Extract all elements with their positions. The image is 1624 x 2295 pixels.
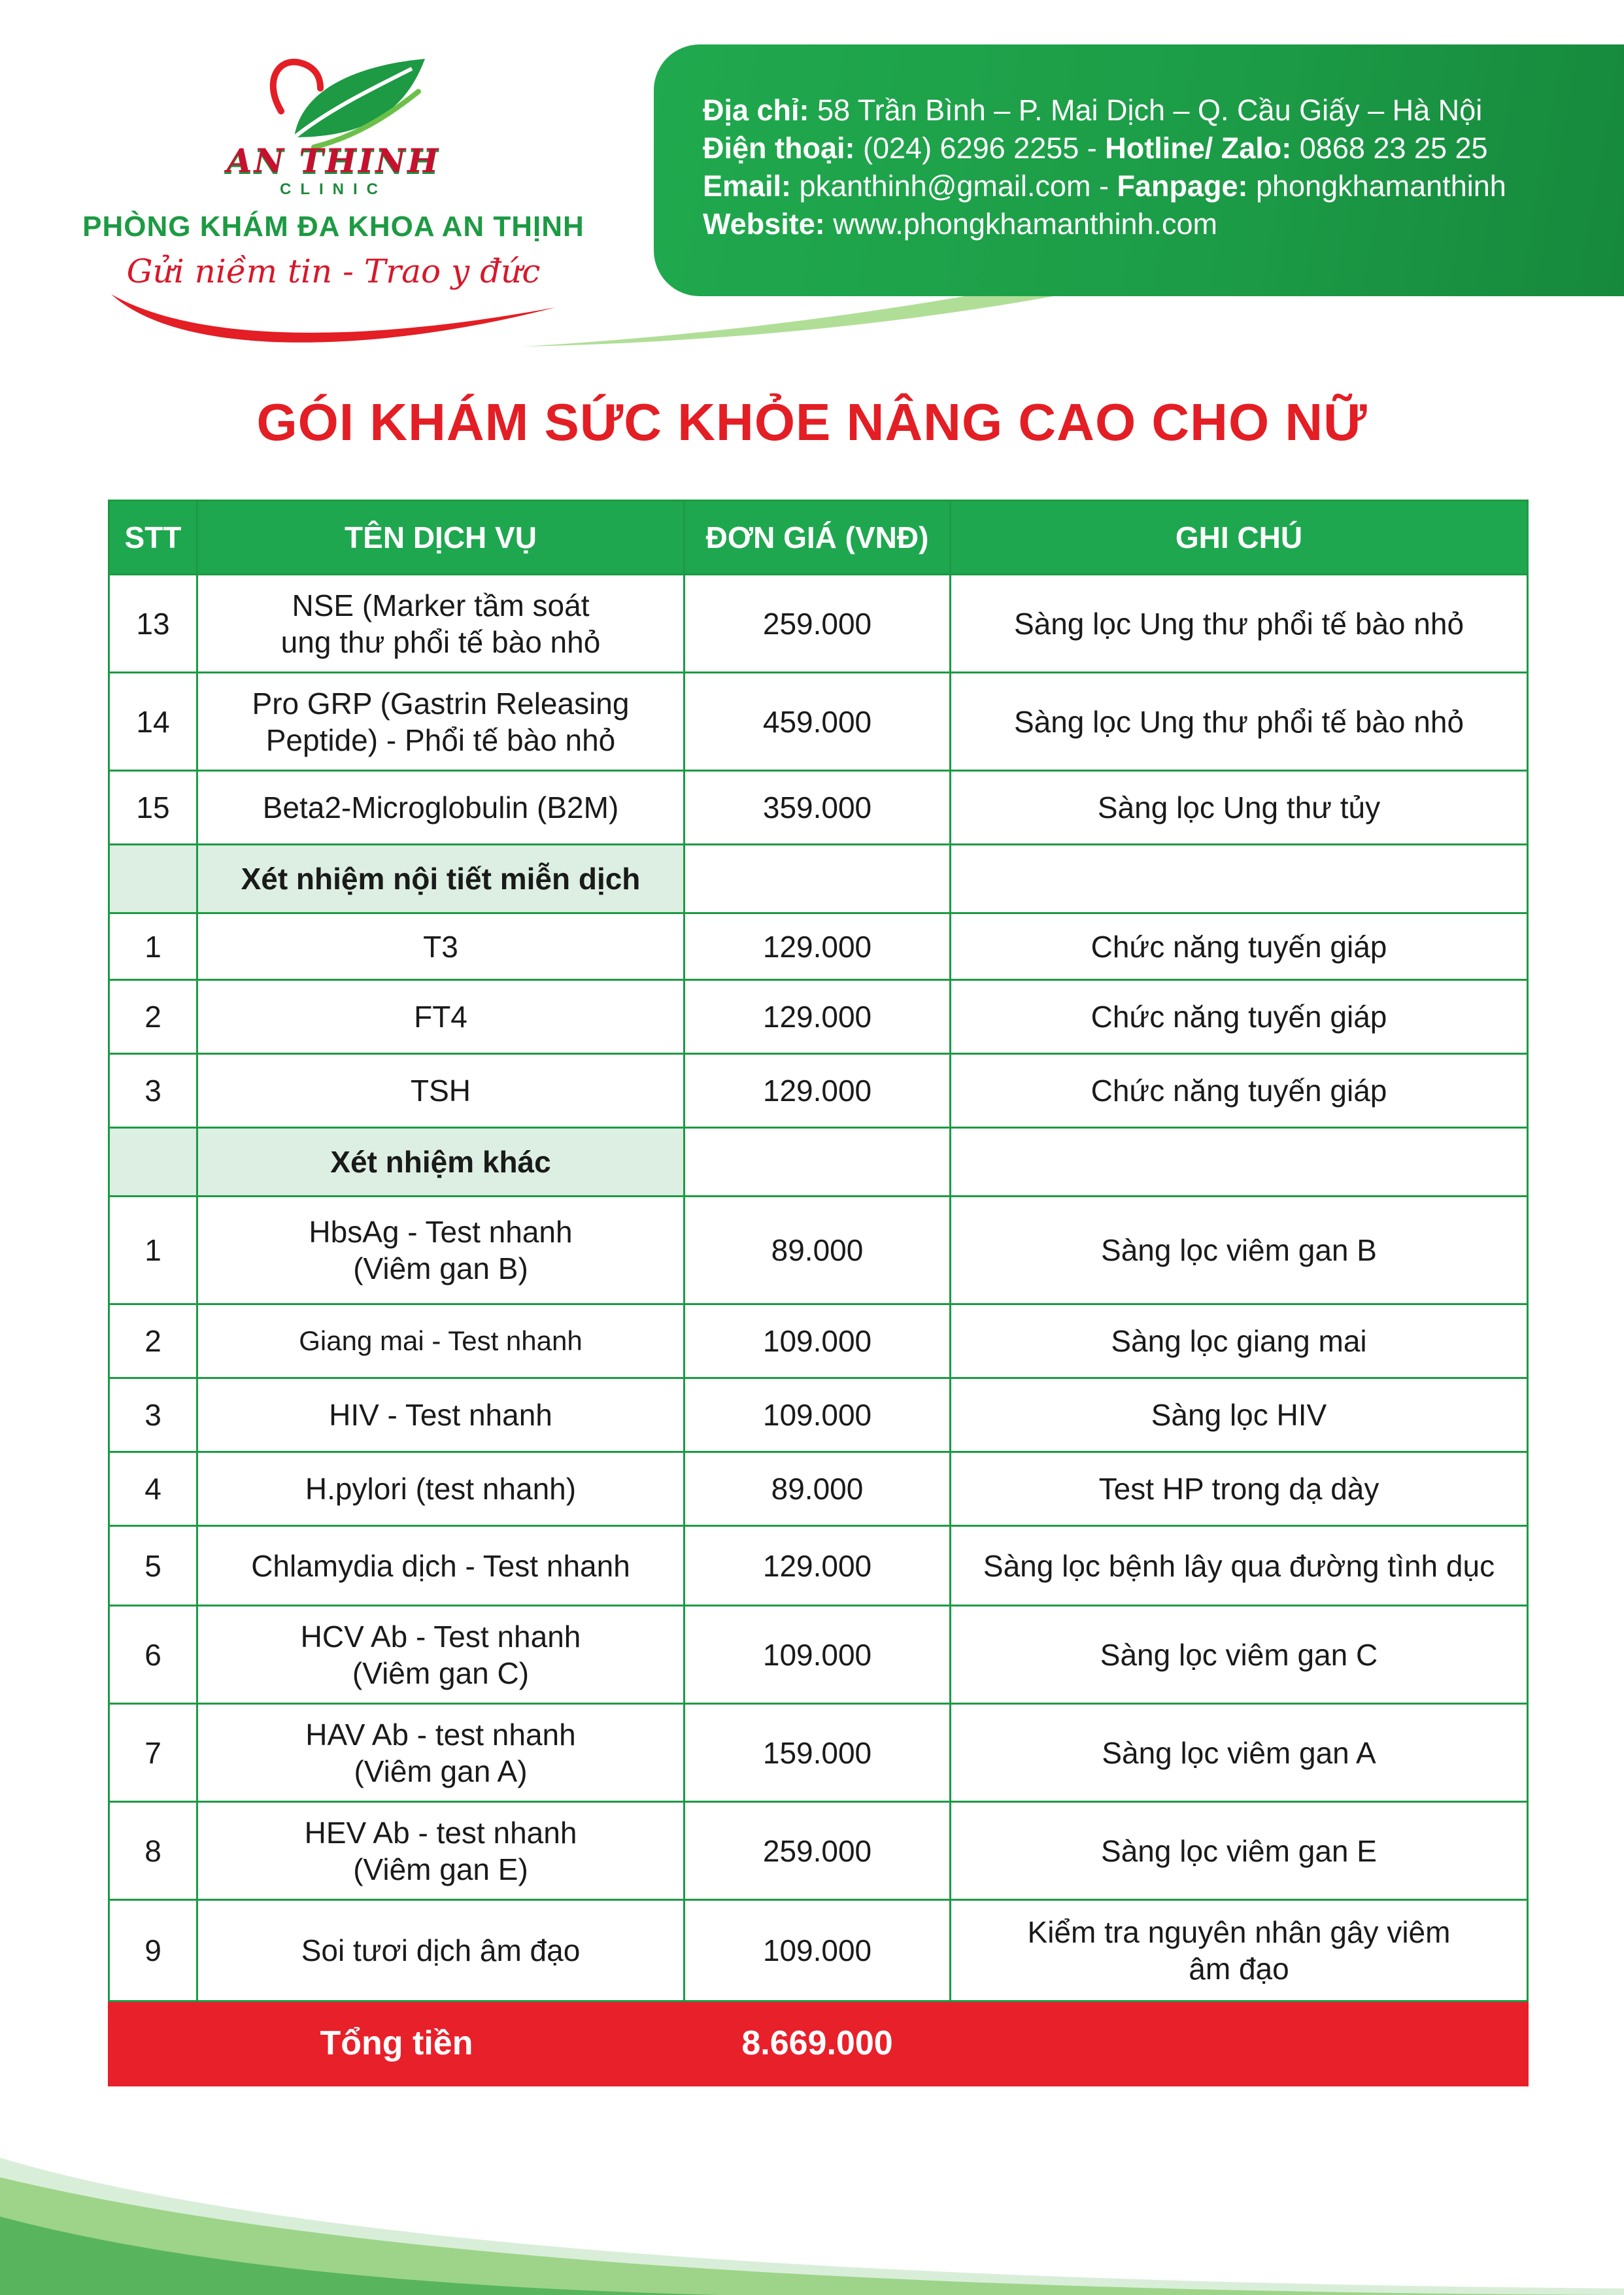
table-row — [109, 1526, 1528, 1606]
table-row — [109, 913, 1528, 980]
fanpage-value: phongkhamanthinh — [1247, 169, 1506, 203]
row-price: 359.000 — [685, 771, 951, 845]
hotline-value: 0868 23 25 25 — [1291, 131, 1488, 165]
row-note: Sàng lọc HIV — [951, 1378, 1528, 1452]
table-row — [109, 1054, 1528, 1128]
row-price: 109.000 — [685, 1378, 951, 1452]
address-line — [703, 92, 1506, 129]
row-price: 129.000 — [685, 1054, 951, 1128]
total-empty-cell — [951, 2001, 1528, 2086]
header-note: GHI CHÚ — [951, 501, 1528, 575]
row-note: Sàng lọc giang mai — [951, 1304, 1528, 1378]
header-unit-price: ĐƠN GIÁ (VNĐ) — [685, 501, 951, 575]
row-note — [951, 1900, 1528, 2001]
service-name-line: (Viêm gan C) — [352, 1656, 530, 1690]
price-table — [108, 500, 1529, 2086]
row-stt: 2 — [109, 1304, 197, 1378]
row-service-name — [197, 1802, 685, 1900]
row-price: 109.000 — [685, 1900, 951, 2001]
row-price: 89.000 — [685, 1197, 951, 1304]
row-note: Sàng lọc viêm gan A — [951, 1704, 1528, 1802]
row-price: 259.000 — [685, 1802, 951, 1900]
row-stt: 2 — [109, 980, 197, 1054]
row-stt: 9 — [109, 1900, 197, 2001]
footer-swoosh — [0, 2158, 1624, 2295]
row-service-name: TSH — [197, 1054, 685, 1128]
row-service-name: Soi tươi dịch âm đạo — [197, 1900, 685, 2001]
total-row — [109, 2001, 1528, 2086]
row-price: 159.000 — [685, 1704, 951, 1802]
table-row — [109, 1900, 1528, 2001]
row-price: 129.000 — [685, 980, 951, 1054]
row-stt: 1 — [109, 1197, 197, 1304]
row-stt: 6 — [109, 1606, 197, 1704]
row-service-name — [197, 575, 685, 673]
row-stt: 15 — [109, 771, 197, 845]
row-price: 109.000 — [685, 1606, 951, 1704]
total-value: 8.669.000 — [685, 2001, 951, 2086]
website-line — [703, 205, 1506, 243]
row-stt: 7 — [109, 1704, 197, 1802]
row-note: Sàng lọc viêm gan E — [951, 1802, 1528, 1900]
brand-subword: CLINIC — [280, 180, 387, 198]
row-note: Sàng lọc bệnh lây qua đường tình dục — [951, 1526, 1528, 1606]
row-note: Test HP trong dạ dày — [951, 1452, 1528, 1526]
row-stt: 1 — [109, 913, 197, 980]
address-label: Địa chỉ: — [703, 94, 809, 127]
service-name-line: NSE (Marker tầm soát — [292, 588, 590, 622]
row-note: Chức năng tuyến giáp — [951, 913, 1528, 980]
row-service-name: Chlamydia dịch - Test nhanh — [197, 1526, 685, 1606]
table-row — [109, 673, 1528, 771]
row-price: 89.000 — [685, 1452, 951, 1526]
service-name-line: Pro GRP (Gastrin Releasing — [252, 686, 630, 721]
row-note: Chức năng tuyến giáp — [951, 1054, 1528, 1128]
section-row — [109, 1128, 1528, 1197]
row-stt: 4 — [109, 1452, 197, 1526]
service-name-line: HbsAg - Test nhanh — [309, 1215, 573, 1249]
row-service-name — [197, 1197, 685, 1304]
table-row — [109, 771, 1528, 845]
email-value: pkanthinh@gmail.com - — [791, 169, 1117, 203]
row-service-name: H.pylori (test nhanh) — [197, 1452, 685, 1526]
section-stt-cell — [109, 1128, 197, 1197]
note-line: Kiểm tra nguyên nhân gây viêm — [1027, 1915, 1451, 1949]
phone-label: Điện thoại: — [703, 131, 855, 165]
table-row — [109, 575, 1528, 673]
row-note: Sàng lọc Ung thư tủy — [951, 771, 1528, 845]
table-row — [109, 1704, 1528, 1802]
brand-wordmark: AN THINH — [226, 141, 441, 180]
row-service-name: Giang mai - Test nhanh — [197, 1304, 685, 1378]
row-price: 109.000 — [685, 1304, 951, 1378]
service-name-line: HCV Ab - Test nhanh — [300, 1619, 581, 1654]
service-name-line: Peptide) - Phổi tế bào nhỏ — [265, 722, 616, 757]
section-empty-cell — [685, 845, 951, 913]
row-stt: 13 — [109, 575, 197, 673]
row-price: 459.000 — [685, 673, 951, 771]
table-row — [109, 1606, 1528, 1704]
table-row — [109, 1802, 1528, 1900]
row-note: Chức năng tuyến giáp — [951, 980, 1528, 1054]
row-note: Sàng lọc viêm gan C — [951, 1606, 1528, 1704]
row-stt: 5 — [109, 1526, 197, 1606]
clinic-slogan: Gửi niềm tin - Trao y đức — [126, 252, 541, 290]
clinic-name: PHÒNG KHÁM ĐA KHOA AN THỊNH — [82, 211, 584, 243]
service-name-line: HEV Ab - test nhanh — [304, 1815, 577, 1850]
fanpage-label: Fanpage: — [1117, 169, 1248, 203]
row-price: 129.000 — [685, 1526, 951, 1606]
row-price: 259.000 — [685, 575, 951, 673]
row-stt: 3 — [109, 1054, 197, 1128]
row-service-name — [197, 1606, 685, 1704]
phone-line — [703, 129, 1506, 167]
row-note: Sàng lọc Ung thư phổi tế bào nhỏ — [951, 673, 1528, 771]
section-empty-cell — [685, 1128, 951, 1197]
row-service-name — [197, 1704, 685, 1802]
table-row — [109, 1452, 1528, 1526]
row-stt: 14 — [109, 673, 197, 771]
header-stt: STT — [109, 501, 197, 575]
total-label: Tổng tiền — [109, 2001, 685, 2086]
row-service-name: T3 — [197, 913, 685, 980]
header-service-name: TÊN DỊCH VỤ — [197, 501, 685, 575]
service-name-line: (Viêm gan E) — [353, 1852, 528, 1886]
table-row — [109, 980, 1528, 1054]
service-name-line: HAV Ab - test nhanh — [305, 1717, 576, 1752]
note-line: âm đạo — [1189, 1952, 1289, 1986]
row-service-name: FT4 — [197, 980, 685, 1054]
row-price: 129.000 — [685, 913, 951, 980]
website-label: Website: — [703, 207, 825, 241]
section-title: Xét nhiệm khác — [197, 1128, 685, 1197]
row-service-name — [197, 673, 685, 771]
phone-value: (024) 6296 2255 - — [854, 131, 1106, 165]
row-note: Sàng lọc viêm gan B — [951, 1197, 1528, 1304]
table-row — [109, 1197, 1528, 1304]
section-row — [109, 845, 1528, 913]
service-name-line: (Viêm gan A) — [354, 1754, 528, 1788]
service-name-line: (Viêm gan B) — [353, 1251, 528, 1285]
row-service-name: HIV - Test nhanh — [197, 1378, 685, 1452]
table-header-row — [109, 501, 1528, 575]
section-empty-cell — [951, 845, 1528, 913]
section-title: Xét nhiệm nội tiết miễn dịch — [197, 845, 685, 913]
hotline-label: Hotline/ Zalo: — [1105, 131, 1292, 165]
address-value: 58 Trần Bình – P. Mai Dịch – Q. Cầu Giấy – Hà Nội — [809, 94, 1483, 127]
row-stt: 8 — [109, 1802, 197, 1900]
table-row — [109, 1378, 1528, 1452]
row-note: Sàng lọc Ung thư phổi tế bào nhỏ — [951, 575, 1528, 673]
service-name-line: ung thư phổi tế bào nhỏ — [280, 624, 601, 659]
section-stt-cell — [109, 845, 197, 913]
email-label: Email: — [703, 169, 792, 203]
row-stt: 3 — [109, 1378, 197, 1452]
row-service-name: Beta2-Microglobulin (B2M) — [197, 771, 685, 845]
section-empty-cell — [951, 1128, 1528, 1197]
website-value: www.phongkhamanthinh.com — [824, 207, 1218, 241]
email-line — [703, 167, 1506, 205]
page-title: GÓI KHÁM SỨC KHỎE NÂNG CAO CHO NỮ — [256, 393, 1368, 451]
contact-info — [703, 92, 1506, 243]
table-row — [109, 1304, 1528, 1378]
